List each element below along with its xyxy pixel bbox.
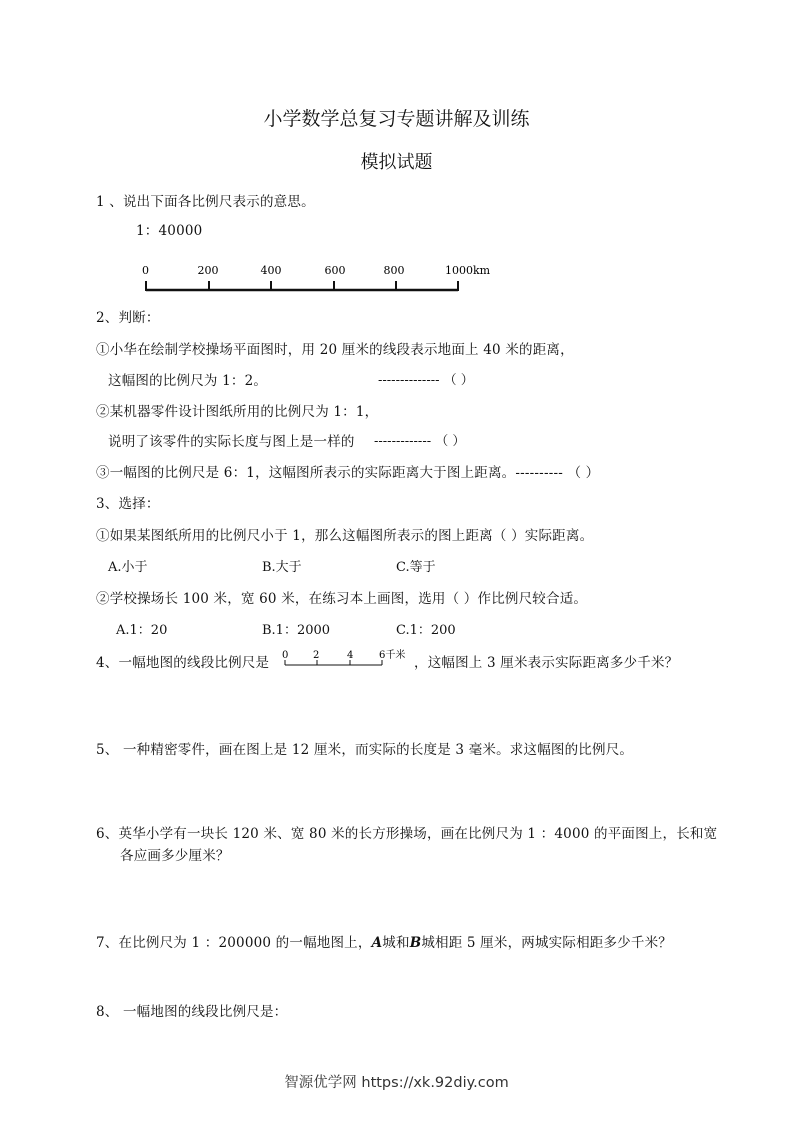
- option-b[interactable]: B.1：2000: [262, 623, 331, 638]
- question-4-text-before: 4、一幅地图的线段比例尺是: [96, 655, 270, 671]
- question-2-item-2-line-1: ②某机器零件设计图纸所用的比例尺为 1：1，: [96, 404, 379, 420]
- page-subtitle: 模拟试题: [360, 152, 433, 173]
- question-8-text: 8、 一幅地图的线段比例尺是：: [96, 1004, 288, 1020]
- page-title: 小学数学总复习专题讲解及训练: [263, 108, 530, 130]
- answer-blank[interactable]: -------------- （ ）: [378, 373, 474, 388]
- question-2-heading: 2、判断：: [96, 310, 160, 326]
- scale-label: 6千米: [379, 650, 406, 661]
- question-6-line-2: 各应画多少厘米？: [120, 848, 230, 864]
- footer-watermark: 智源优学网 https://xk.92diy.com: [284, 1075, 509, 1091]
- question-5-text: 5、 一种精密零件，画在图上是 12 厘米，而实际的长度是 3 毫米。求这幅图的比例尺。: [96, 742, 634, 758]
- city-a-label: A: [371, 935, 383, 951]
- question-3-item-1: ①如果某图纸所用的比例尺小于 1，那么这幅图所表示的图上距离（ ）实际距离。: [96, 528, 594, 544]
- scale-label: 2: [313, 650, 320, 661]
- question-1-text: 1 、说出下面各比例尺表示的意思。: [96, 194, 315, 210]
- option-b[interactable]: B.大于: [262, 560, 302, 575]
- question-3-item-2: ②学校操场长 100 米，宽 60 米，在练习本上画图，选用（ ）作比例尺较合适。: [96, 591, 588, 607]
- option-c[interactable]: C.等于: [396, 560, 436, 575]
- question-1-ratio: 1：40000: [136, 223, 203, 239]
- question-7-part-3: 城相距 5 厘米，两城实际相距多少千米？: [421, 935, 672, 951]
- question-3-heading: 3、选择：: [96, 496, 160, 512]
- scale-label: 400: [260, 264, 282, 277]
- scale-label: 600: [324, 264, 346, 277]
- scale-label: 0: [142, 264, 149, 277]
- question-7-part-2: 城和: [382, 935, 410, 951]
- scale-label: 0: [282, 650, 289, 661]
- scale-label: 200: [197, 264, 219, 277]
- question-2-item-3: ③一幅图的比例尺是 6：1，这幅图所表示的实际距离大于图上距离。---------- （ ）: [96, 465, 600, 481]
- option-a[interactable]: A.小于: [108, 560, 148, 575]
- scale-label: 1000km: [445, 264, 491, 277]
- scale-label: 800: [383, 264, 405, 277]
- question-2-item-1-line-1: ①小华在绘制学校操场平面图时，用 20 厘米的线段表示地面上 40 米的距离，: [96, 342, 574, 358]
- question-4-scale-bar: [278, 646, 414, 672]
- answer-blank[interactable]: ------------- （ ）: [374, 434, 466, 449]
- question-2-item-2-line-2: 说明了该零件的实际长度与图上是一样的: [108, 434, 355, 450]
- question-4-text-after: ，这幅图上 3 厘米表示实际距离多少千米？: [414, 655, 679, 671]
- option-c[interactable]: C.1：200: [396, 623, 456, 638]
- option-a[interactable]: A.1：20: [116, 623, 168, 638]
- scale-label: 4: [347, 650, 354, 661]
- city-b-label: B: [409, 935, 422, 951]
- question-7-part-1: 7、在比例尺为 1 ：200000 的一幅地图上，: [96, 935, 372, 951]
- question-2-item-1-line-2: 这幅图的比例尺为 1：2。: [108, 373, 268, 389]
- question-7-text: [96, 931, 672, 951]
- question-6-line-1: 6、英华小学有一块长 120 米、宽 80 米的长方形操场，画在比例尺为 1 ：4000 的平面图上，长和宽: [96, 826, 718, 842]
- question-1-scale-bar: [130, 258, 500, 298]
